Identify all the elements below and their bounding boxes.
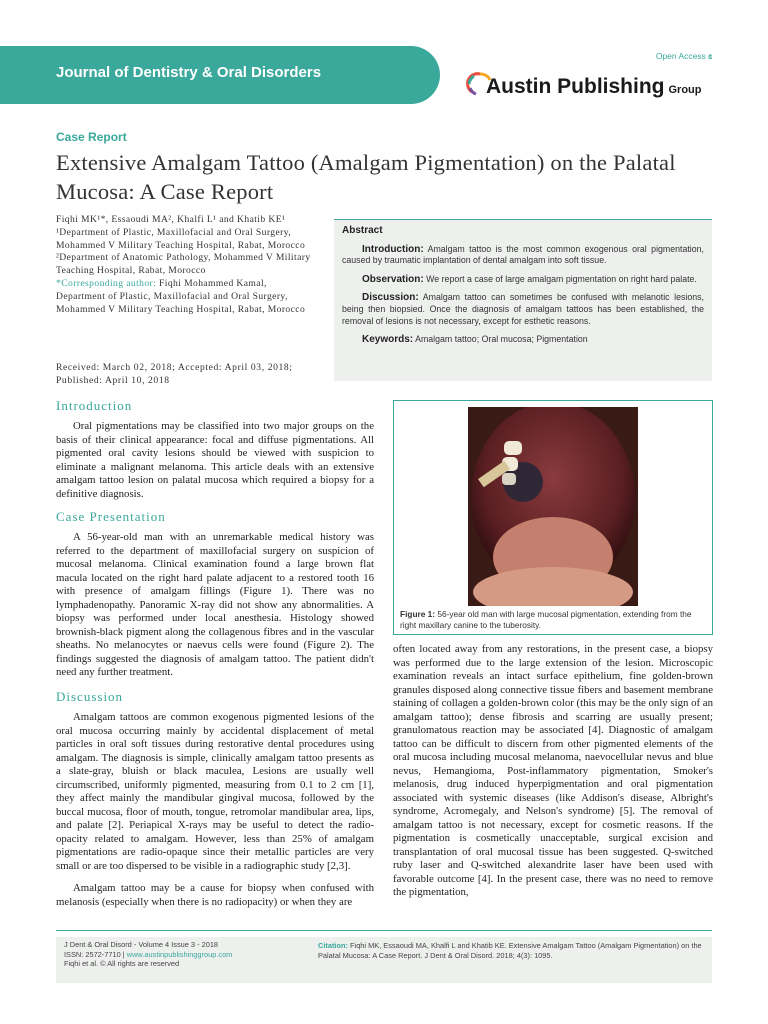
discussion-paragraph-2: Amalgam tattoo may be a cause for biopsy when confused with melanosis (especially when there is no radiopacity) or when they are (56, 882, 374, 908)
abstract-obs-text: We report a case of large amalgam pigmentation on right hard palate. (426, 273, 697, 284)
citation-label: Citation: (318, 941, 348, 950)
article-type: Case Report (56, 130, 127, 144)
abstract-heading: Abstract (342, 225, 383, 236)
figure-1 (393, 400, 713, 635)
introduction-text (56, 420, 374, 501)
footer-issn-line (64, 950, 306, 960)
footer-journal-info (56, 937, 314, 983)
discussion-text (56, 711, 374, 909)
abstract-obs-label: Observation: (362, 273, 424, 285)
abstract-discussion (342, 292, 704, 327)
case-presentation-paragraph: A 56-year-old man with an unremarkable medical history was referred to the department of maxillofacial surgery on suspicion of mucosal melanoma. Clinical examination found a large brown flat macula located on the right hard palate adjacent to a restored tooth 16 with presence of amalgam fillings (Figure 1). There was no lymphadenopathy. Panoramic X-ray did not show any abnormalities. A biopsy was performed under local anesthesia. Histology showed brownish-black pigment along the collagenous fibres and in the vascular sheaths. No melanocytes or naevus cells were found (Figure 2). The findings suggested the diagnosis of amalgam tattoo. The patient didn't need any further treatment. (56, 531, 374, 678)
journal-title: Journal of Dentistry & Oral Disorders (56, 64, 322, 81)
corresponding-label: *Corresponding author: (56, 277, 157, 289)
abstract-keywords (342, 334, 704, 346)
figure-caption-label: Figure 1: (400, 609, 436, 619)
publisher-group-text: Group (668, 84, 702, 96)
author-block (56, 214, 314, 316)
publisher-name-text: Austin Publishing (486, 75, 665, 98)
open-access-text: Open Access (655, 51, 706, 61)
received-dates: Received: March 02, 2018; Accepted: April 03, 2018; Published: April 10, 2018 (56, 362, 293, 386)
footer-issn: ISSN: 2572-7710 (64, 949, 121, 959)
footer-volume: J Dent & Oral Disord - Volume 4 Issue 3 - 2018 (64, 940, 219, 949)
open-access-icon: 𝔞 (708, 51, 712, 61)
abstract-observation (342, 274, 704, 286)
affiliation-2: ²Department of Anatomic Pathology, Mohammed V Military Teaching Hospital, Rabat, Morocco (56, 252, 311, 277)
abstract-kw-label: Keywords: (362, 334, 414, 346)
introduction-paragraph: Oral pigmentations may be classified into two major groups on the basis of their clinical appearance: focal and diffuse pigmentations. All pigmented oral cavity lesions should be viewed with suspicion to eliminate a malignant melanoma. This article deals with an extensive amalgam tattoo lesion on palatal mucosa which required a biopsy for a definitive diagnosis. (56, 420, 374, 500)
corresponding-author (56, 278, 314, 316)
open-access-label (656, 51, 712, 62)
footer-rights: Fiqhi et al. © All rights are reserved (64, 959, 180, 969)
abstract-disc-text: Amalgam tattoo can sometimes be confused with melanotic lesions, being then biopsied. Once the diagnosis of amalgam tattoos has been established, the removal of lesions is not necessary, except for esthetic reasons. (342, 292, 704, 326)
right-column-paragraph: often located away from any restorations, in the present case, a biopsy was performed due to the large extension of the lesion. Microscopic examination reveals an intact surface epithelium, fine golden-brown granules disposed along connective tissue fibers and basement membrane staining of collagen a golden-brown color (this may be the only sign of an amalgam tattoo); dense fibrosis and scarring are usually present; granulomatous reaction may be associated [4]. Diagnostic of amalgam tattoo can be difficult to discern from other pigmented elements of the oral mucosa including mucosal melanoma, naevocellular nevus and blue nevus, Hemangioma, Post-inflammatory pigmentation, Smoker's melanosis, drug induced hyperpigmentation and oral pigmentation associated with systemic diseases (like Addison's disease, Albright's syndrome, Acromegaly, and Nelson's syndrome) [5]. The removal of amalgam tattoo is not necessary, except for cosmetic reasons. If the pigmentation is cosmetically unacceptable, surgical excision and transplantation of oral mucosal tissue has been suggested. Q-switched ruby laser and Q-switched alexandrite laser have been used with favorable outcome [4]. In the present case, there was no need to remove the pigmentation, (393, 643, 713, 898)
abstract-intro-label: Introduction: (362, 243, 424, 255)
article-title: Extensive Amalgam Tattoo (Amalgam Pigmentation) on the Palatal Mucosa: A Case Report (56, 150, 676, 204)
abstract-box (334, 219, 712, 381)
abstract-intro-text: Amalgam tattoo is the most common exogenous oral pigmentation, caused by traumatic implantation of dental amalgam into soft tissue. (342, 243, 704, 266)
figure-1-caption (400, 609, 706, 631)
case-presentation-text (56, 531, 374, 680)
footer-divider (56, 930, 712, 931)
affiliation-1: ¹Department of Plastic, Maxillofacial and Oral Surgery, Mohammed V Military Teaching Hospital, Rabat, Morocco (56, 226, 306, 251)
abstract-disc-label: Discussion: (362, 292, 419, 304)
abstract-introduction (342, 244, 704, 267)
discussion-paragraph-1: Amalgam tattoos are common exogenous pigmented lesions of the oral mucosa occurring mainly by accidental displacement of metal particles in oral soft tissues during restorative dental procedures using amalgam. The diagnosis is simple, clinically amalgam tattoo presents as a slate-gray, bluish or black maculea, Lesions are usually well circumscribed, uniformly pigmented, measuring from 0.1 to 2 cm [1], they affect mainly the mandibular gingival mucosa, followed by the buccal mucosa, floor of mouth, tongue, retromolar mandibular area, lips, and palate [2]. Periapical X-rays may be useful to detect the radio-opacity related to amalgam. However, less than 25% of amalgam pigmentations are radio-opaque since their metallic particles are very small or are too dispersed to be visible in a radiographic study [2,3]. (56, 711, 374, 872)
footer-separator: | (122, 949, 125, 959)
heading-discussion: Discussion (56, 689, 124, 704)
author-list: Fiqhi MK¹*, Essaoudi MA², Khalfi L¹ and Khatib KE¹ (56, 214, 286, 225)
publisher-logo (466, 70, 716, 102)
right-column-text (393, 643, 713, 900)
heading-case-presentation: Case Presentation (56, 509, 166, 524)
figure-1-photo (468, 407, 638, 606)
corresponding-text: Fiqhi Mohammed Kamal, Department of Plastic, Maxillofacial and Oral Surgery, Mohammed V Military Teaching Hospital, Rabat, Morocco (56, 277, 306, 315)
footer-citation (312, 937, 712, 983)
figure-caption-text: 56-year old man with large mucosal pigmentation, extending from the right maxillary canine to the tuberosity. (400, 609, 692, 630)
publisher-name (486, 75, 702, 99)
heading-introduction: Introduction (56, 398, 133, 413)
footer-website-link[interactable]: www.austinpublishinggroup.com (126, 949, 233, 959)
citation-text: Fiqhi MK, Essaoudi MA, Khalfi L and Khatib KE. Extensive Amalgam Tattoo (Amalgam Pigmentation) on the Palatal Mucosa: A Case Report. J Dent & Oral Disord. 2018; 4(3): 1095. (318, 941, 702, 960)
abstract-kw-text: Amalgam tattoo; Oral mucosa; Pigmentation (415, 334, 588, 345)
